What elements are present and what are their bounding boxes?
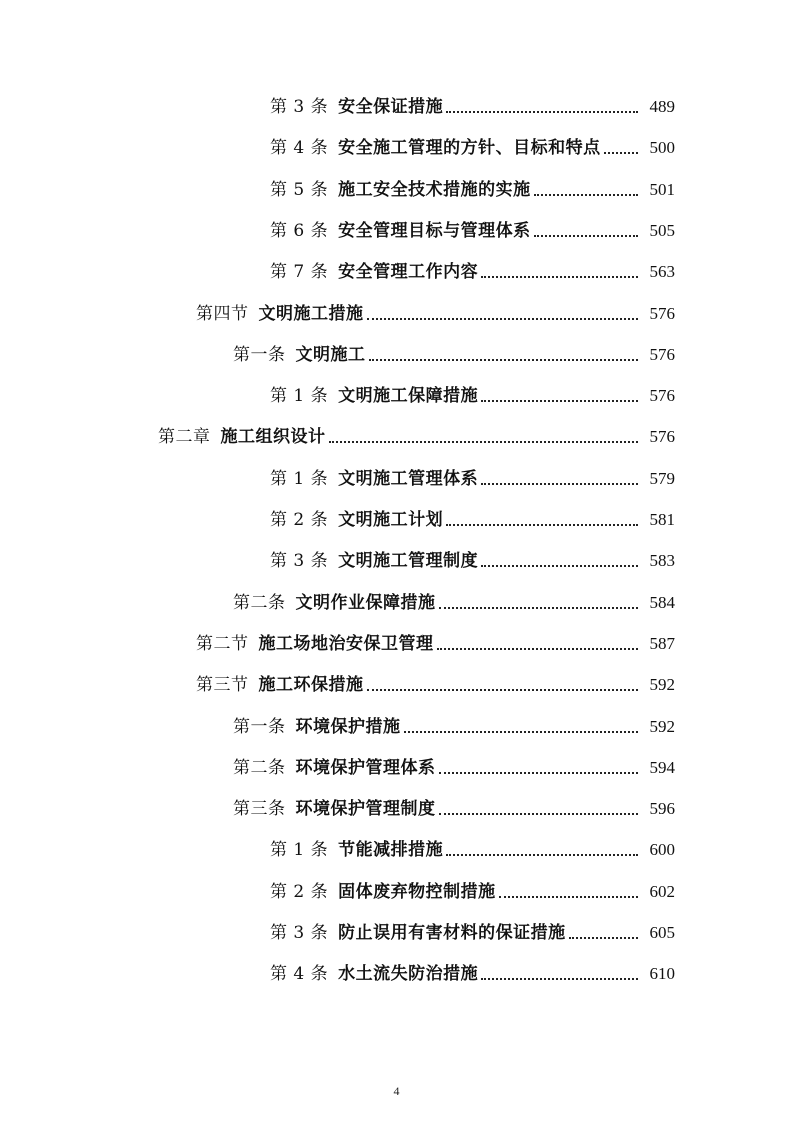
toc-entry-title: 安全管理目标与管理体系 [338, 220, 531, 241]
toc-entry-title: 水土流失防治措施 [338, 964, 479, 985]
toc-entry-page: 579 [649, 468, 675, 488]
toc-entry-page: 587 [649, 633, 675, 653]
toc-entry-title: 施工环保措施 [258, 675, 364, 696]
toc-dot-leader [367, 688, 639, 691]
toc-entry-title: 施工安全技术措施的实施 [338, 179, 531, 200]
toc-entry[interactable] [233, 584, 675, 614]
toc-entry-title: 安全管理工作内容 [338, 262, 479, 283]
toc-entry-title: 节能减排措施 [338, 840, 444, 861]
toc-entry[interactable] [158, 418, 675, 448]
toc-entry-page: 576 [649, 344, 675, 364]
toc-entry-label: 第 7 条 [270, 262, 329, 283]
toc-entry[interactable] [233, 790, 675, 820]
toc-entry[interactable] [270, 460, 675, 490]
toc-entry-label: 第 2 条 [270, 881, 329, 902]
toc-entry-page: 581 [649, 510, 675, 529]
toc-entry[interactable] [233, 708, 675, 738]
toc-entry-page: 596 [649, 799, 675, 819]
toc-entry-page: 501 [649, 179, 675, 199]
toc-entry[interactable] [270, 377, 675, 407]
toc-entry-label: 第 2 条 [270, 510, 329, 530]
toc-entry-page: 576 [649, 386, 675, 406]
toc-entry-title: 环境保护管理体系 [295, 757, 436, 778]
toc-dot-leader [439, 812, 639, 815]
toc-entry-label: 第 6 条 [270, 220, 329, 241]
page-number: 4 [393, 1084, 400, 1098]
toc-entry-title: 文明施工管理体系 [338, 468, 479, 489]
toc-entry-title: 文明施工措施 [258, 303, 364, 324]
toc-dot-leader [329, 440, 639, 443]
toc-entry[interactable] [270, 88, 675, 118]
toc-entry-page: 592 [649, 675, 675, 695]
toc-entry[interactable] [196, 625, 675, 655]
toc-entry[interactable] [270, 171, 675, 201]
toc-entry-page: 600 [649, 840, 675, 860]
toc-dot-leader [604, 151, 638, 154]
toc-entry-title: 文明作业保障措施 [295, 592, 436, 613]
toc-entry-label: 第一条 [233, 344, 286, 365]
toc-dot-leader [437, 647, 639, 650]
toc-entry[interactable] [196, 666, 675, 696]
toc-entry[interactable] [270, 501, 675, 531]
toc-dot-leader [481, 977, 638, 980]
toc-entry-title: 文明施工计划 [338, 510, 444, 530]
toc-entry-page: 584 [649, 592, 675, 612]
toc-dot-leader [481, 564, 638, 567]
toc-entry-label: 第三条 [233, 799, 286, 820]
toc-entry-title: 安全施工管理的方针、目标和特点 [338, 138, 601, 159]
toc-entry-title: 施工场地治安保卫管理 [258, 633, 434, 654]
toc-entry-label: 第 4 条 [270, 964, 329, 985]
toc-entry-label: 第三节 [196, 675, 249, 696]
toc-entry-page: 489 [649, 97, 675, 116]
toc-entry-page: 594 [649, 757, 675, 777]
toc-dot-leader [446, 853, 638, 856]
toc-entry-title: 环境保护管理制度 [295, 799, 436, 820]
toc-entry-label: 第 1 条 [270, 386, 329, 407]
toc-dot-leader [481, 275, 638, 278]
toc-entry-label: 第二条 [233, 592, 286, 613]
toc-entry[interactable] [270, 253, 675, 283]
toc-dot-leader [404, 730, 639, 733]
toc-entry-page: 576 [649, 427, 675, 447]
toc-entry-page: 602 [649, 881, 675, 901]
toc-entry-page: 576 [649, 303, 675, 323]
toc-entry-title: 环境保护措施 [295, 716, 401, 737]
toc-entry[interactable] [270, 955, 675, 985]
toc-entry[interactable] [270, 542, 675, 572]
toc-dot-leader [499, 895, 638, 898]
toc-dot-leader [367, 317, 639, 320]
toc-entry-page: 500 [649, 138, 675, 158]
toc-entry-title: 文明施工 [295, 344, 366, 365]
toc-dot-leader [481, 482, 638, 485]
toc-dot-leader [439, 771, 639, 774]
toc-entry-label: 第四节 [196, 303, 249, 324]
toc-entry[interactable] [270, 212, 675, 242]
toc-dot-leader [439, 606, 639, 609]
toc-entry-label: 第 1 条 [270, 468, 329, 489]
toc-dot-leader [569, 936, 638, 939]
toc-entry[interactable] [270, 914, 675, 944]
toc-entry-page: 583 [649, 551, 675, 571]
toc-entry[interactable] [270, 873, 675, 903]
toc-entry-label: 第二节 [196, 633, 249, 654]
toc-dot-leader [534, 234, 638, 237]
toc-dot-leader [481, 399, 638, 402]
toc-entry-label: 第 3 条 [270, 923, 329, 943]
toc-dot-leader [446, 523, 638, 526]
toc-entry-page: 610 [649, 964, 675, 984]
toc-dot-leader [446, 110, 638, 113]
toc-entry-label: 第 1 条 [270, 840, 329, 861]
toc-entry-title: 安全保证措施 [338, 97, 444, 117]
toc-entry-label: 第 4 条 [270, 138, 329, 159]
toc-entry-label: 第二章 [158, 427, 211, 448]
toc-entry-title: 文明施工保障措施 [338, 386, 479, 407]
toc-dot-leader [534, 193, 638, 196]
toc-entry-label: 第 5 条 [270, 179, 329, 200]
toc-entry-page: 592 [649, 716, 675, 736]
toc-entry-title: 固体废弃物控制措施 [338, 881, 496, 902]
toc-entry-page: 505 [649, 220, 675, 240]
toc-entry-label: 第二条 [233, 757, 286, 778]
toc-entry[interactable] [270, 831, 675, 861]
toc-entry-label: 第 3 条 [270, 551, 329, 572]
toc-entry-label: 第 3 条 [270, 97, 329, 117]
toc-entry-page: 563 [649, 262, 675, 282]
toc-entry-page: 605 [649, 923, 675, 942]
toc-entry-label: 第一条 [233, 716, 286, 737]
toc-entry[interactable] [196, 295, 675, 325]
toc-entry[interactable] [270, 129, 675, 159]
toc-entry-title: 文明施工管理制度 [338, 551, 479, 572]
toc-entry-title: 施工组织设计 [220, 427, 326, 448]
toc-entry[interactable] [233, 749, 675, 779]
toc-entry-title: 防止误用有害材料的保证措施 [338, 923, 566, 943]
toc-entry[interactable] [233, 336, 675, 366]
toc-dot-leader [369, 358, 639, 361]
